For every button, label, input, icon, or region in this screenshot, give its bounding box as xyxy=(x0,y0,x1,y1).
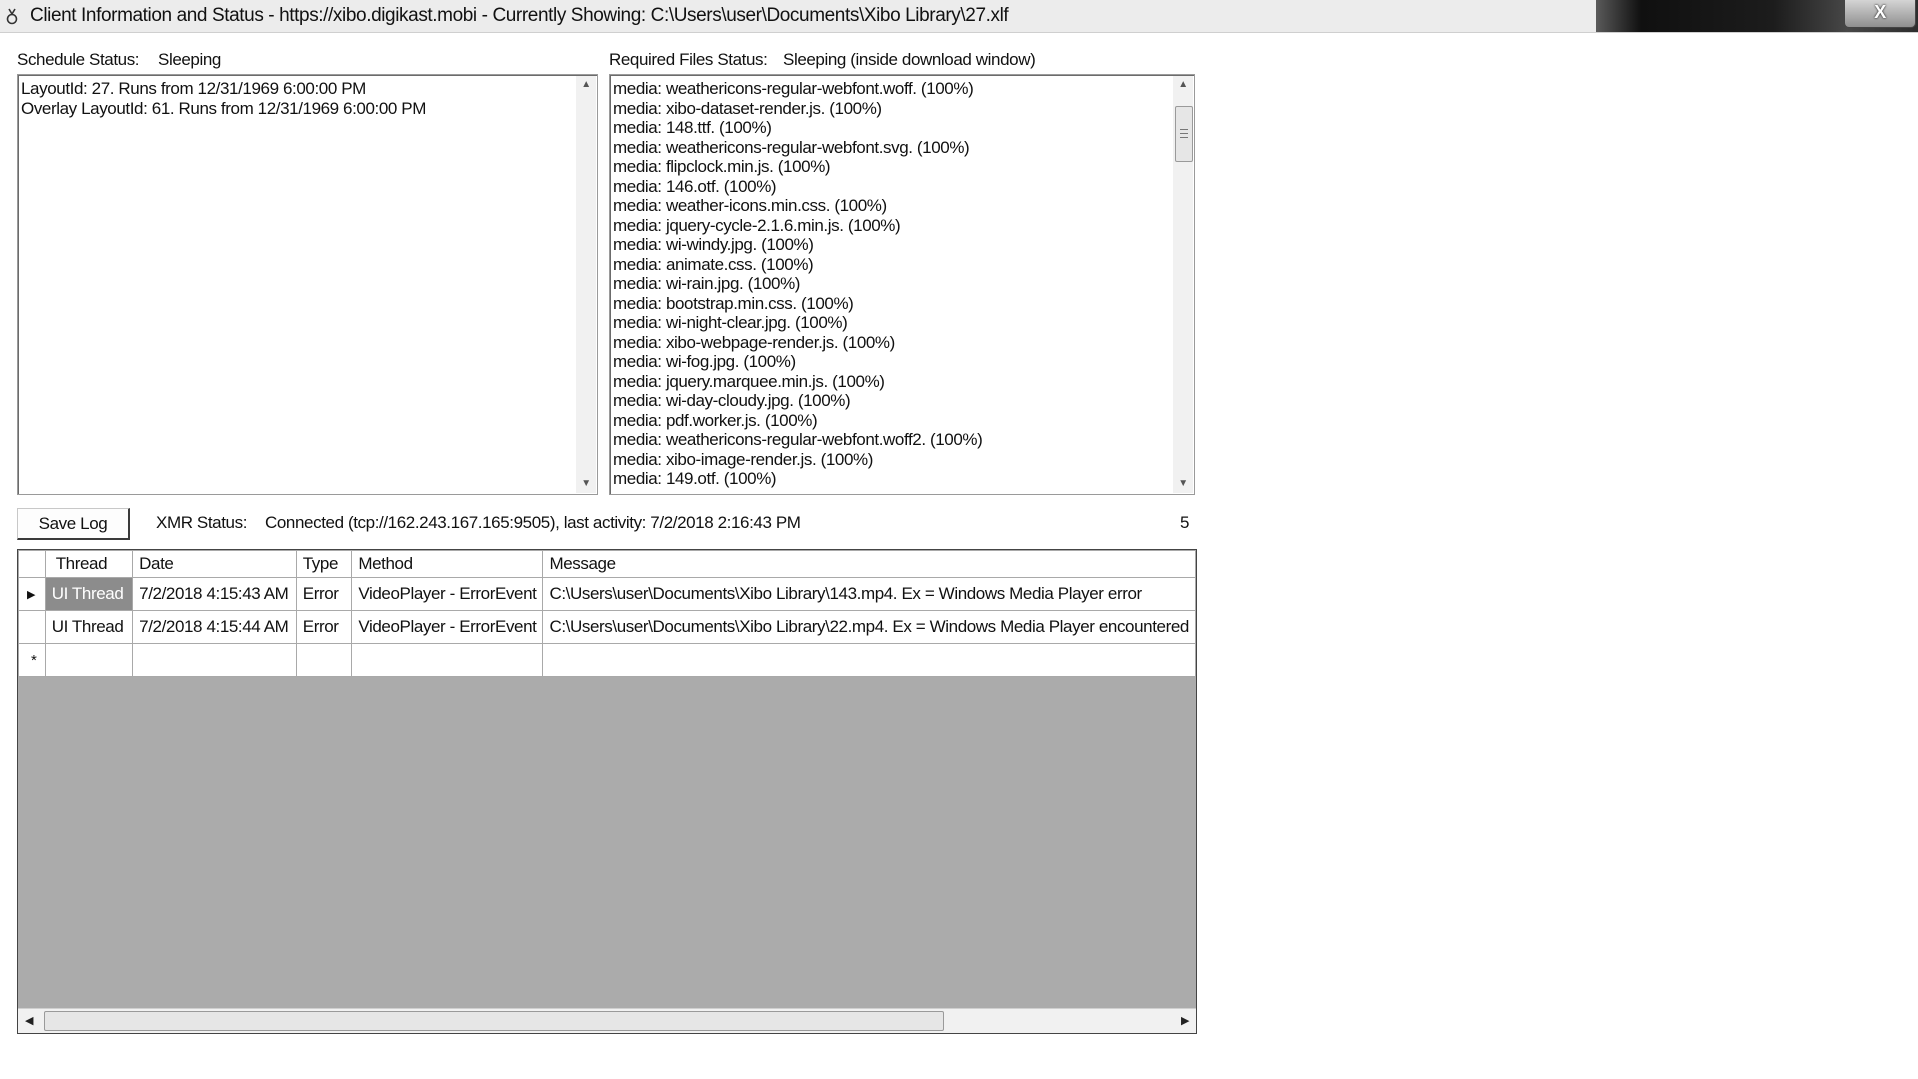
required-file-item[interactable]: media: wi-windy.jpg. (100%) xyxy=(613,235,814,254)
schedule-status-value: Sleeping xyxy=(158,50,221,69)
cell-type[interactable]: Error xyxy=(296,611,352,644)
cell-date[interactable]: 7/2/2018 4:15:44 AM xyxy=(133,611,297,644)
required-file-item[interactable]: media: weather-icons.min.css. (100%) xyxy=(613,196,887,215)
scroll-up-icon[interactable]: ▲ xyxy=(581,79,591,90)
schedule-lines xyxy=(21,79,573,118)
required-files-lines xyxy=(613,79,1170,489)
title-bar xyxy=(0,0,1918,33)
required-file-item[interactable]: media: 148.ttf. (100%) xyxy=(613,118,772,137)
required-file-item[interactable]: media: weathericons-regular-webfont.svg. (100%) xyxy=(613,137,970,157)
new-row-icon[interactable]: * xyxy=(19,644,46,677)
schedule-list[interactable] xyxy=(17,74,598,495)
column-header-type[interactable]: Type xyxy=(296,551,352,578)
save-log-button[interactable]: Save Log xyxy=(17,508,130,540)
xmr-status-label: XMR Status: xyxy=(156,513,248,532)
schedule-scrollbar[interactable] xyxy=(576,76,596,493)
schedule-status-label: Schedule Status: xyxy=(17,50,140,69)
app-icon xyxy=(4,7,20,25)
scroll-up-icon[interactable]: ▲ xyxy=(1178,79,1188,90)
required-file-item[interactable]: media: weathericons-regular-webfont.woff2. (100%) xyxy=(613,430,983,449)
required-file-item[interactable]: media: 149.otf. (100%) xyxy=(613,469,777,488)
cell-type[interactable]: Error xyxy=(296,578,352,611)
scrollbar-thumb[interactable] xyxy=(1175,106,1193,162)
required-files-label: Required Files Status: xyxy=(609,50,768,69)
required-file-item[interactable]: media: wi-fog.jpg. (100%) xyxy=(613,352,796,371)
required-file-item[interactable]: media: jquery-cycle-2.1.6.min.js. (100%) xyxy=(613,215,901,235)
scroll-down-icon[interactable]: ▼ xyxy=(1178,478,1188,489)
table-row[interactable] xyxy=(19,611,1196,644)
row-header[interactable] xyxy=(19,611,46,644)
row-header-corner xyxy=(19,551,46,578)
cell-thread[interactable]: UI Thread xyxy=(45,611,132,644)
cell-type[interactable] xyxy=(296,644,352,677)
scroll-left-icon[interactable]: ◀ xyxy=(24,1015,34,1027)
cell-date[interactable]: 7/2/2018 4:15:43 AM xyxy=(133,578,297,611)
log-count: 5 xyxy=(1180,513,1190,532)
scroll-right-icon[interactable]: ▶ xyxy=(1180,1015,1190,1027)
table-row[interactable] xyxy=(19,578,1196,611)
schedule-item[interactable]: LayoutId: 27. Runs from 12/31/1969 6:00:00 PM xyxy=(21,79,366,98)
column-header-method[interactable]: Method xyxy=(352,551,543,578)
required-file-item[interactable]: media: bootstrap.min.css. (100%) xyxy=(613,293,854,313)
required-file-item[interactable]: media: jquery.marquee.min.js. (100%) xyxy=(613,371,885,391)
log-grid[interactable] xyxy=(17,549,1197,1034)
grid-header-row xyxy=(19,551,1196,578)
cell-method[interactable]: VideoPlayer - ErrorEvent xyxy=(352,611,543,644)
required-file-item[interactable]: media: 146.otf. (100%) xyxy=(613,176,777,196)
column-header-date[interactable]: Date xyxy=(133,551,297,578)
cell-message[interactable] xyxy=(543,644,1196,677)
required-file-item[interactable]: media: wi-night-clear.jpg. (100%) xyxy=(613,313,848,332)
cell-message[interactable]: C:\Users\user\Documents\Xibo Library\22.mp4. Ex = Windows Media Player encountered xyxy=(543,611,1196,644)
required-file-item[interactable]: media: pdf.worker.js. (100%) xyxy=(613,410,818,430)
required-file-item[interactable]: media: xibo-webpage-render.js. (100%) xyxy=(613,332,895,352)
required-files-value: Sleeping (inside download window) xyxy=(783,50,1036,69)
current-row-icon[interactable]: ▶ xyxy=(19,578,46,611)
close-button[interactable]: X xyxy=(1844,0,1916,28)
cell-thread[interactable] xyxy=(45,644,132,677)
cell-method[interactable] xyxy=(352,644,543,677)
grid-horizontal-scrollbar[interactable] xyxy=(18,1008,1196,1033)
column-header-message[interactable]: Message xyxy=(543,551,1196,578)
cell-date[interactable] xyxy=(133,644,297,677)
scrollbar-thumb[interactable] xyxy=(44,1011,944,1031)
required-file-item[interactable]: media: animate.css. (100%) xyxy=(613,254,814,274)
required-file-item[interactable]: media: xibo-dataset-render.js. (100%) xyxy=(613,98,882,118)
window-title: Client Information and Status - https://xibo.digikast.mobi - Currently Showing: C:\Users\user\Documents\Xibo Library\27.xlf xyxy=(30,5,1009,26)
cell-thread[interactable]: UI Thread xyxy=(45,578,132,611)
required-file-item[interactable]: media: wi-day-cloudy.jpg. (100%) xyxy=(613,391,851,410)
column-header-thread[interactable]: Thread xyxy=(45,551,132,578)
required-file-item[interactable]: media: xibo-image-render.js. (100%) xyxy=(613,449,874,469)
required-files-scrollbar[interactable] xyxy=(1173,76,1193,493)
required-file-item[interactable]: media: weathericons-regular-webfont.woff. (100%) xyxy=(613,79,974,98)
required-file-item[interactable]: media: wi-rain.jpg. (100%) xyxy=(613,274,801,293)
schedule-item[interactable]: Overlay LayoutId: 61. Runs from 12/31/1969 6:00:00 PM xyxy=(21,98,426,118)
new-row[interactable] xyxy=(19,644,1196,677)
required-file-item[interactable]: media: flipclock.min.js. (100%) xyxy=(613,157,831,176)
cell-message[interactable]: C:\Users\user\Documents\Xibo Library\143.mp4. Ex = Windows Media Player error xyxy=(543,578,1196,611)
xmr-status-value: Connected (tcp://162.243.167.165:9505), last activity: 7/2/2018 2:16:43 PM xyxy=(265,513,801,532)
log-table xyxy=(18,550,1196,677)
scroll-down-icon[interactable]: ▼ xyxy=(581,478,591,489)
cell-method[interactable]: VideoPlayer - ErrorEvent xyxy=(352,578,543,611)
required-files-list[interactable] xyxy=(609,74,1195,495)
